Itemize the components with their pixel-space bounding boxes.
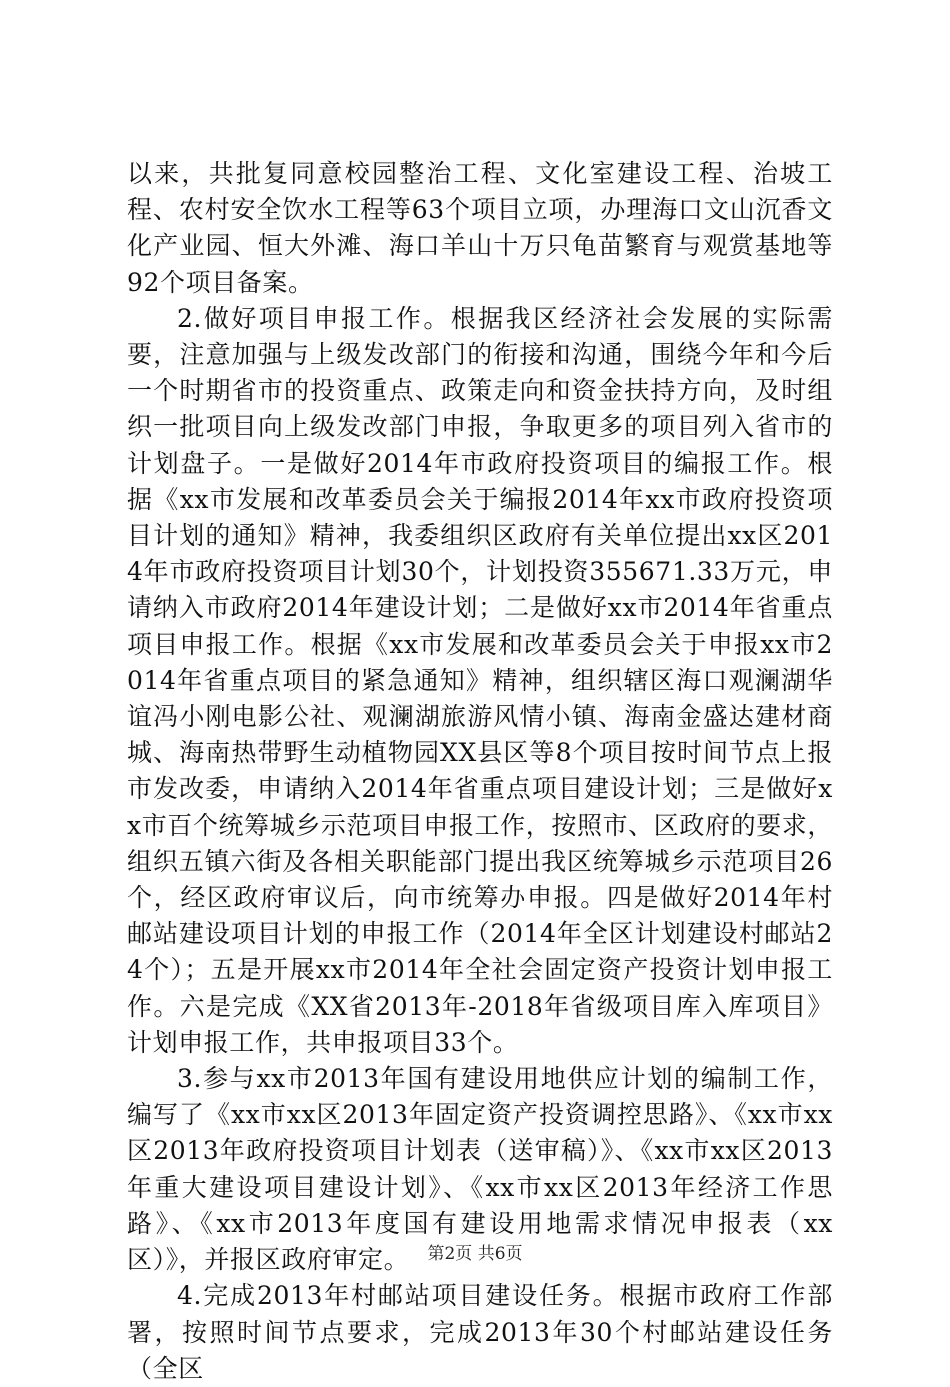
- paragraph-item-3: 3.参与xx市2013年国有建设用地供应计划的编制工作，编写了《xx市xx区2013年固定资产投资调控思路》、《xx市xx区2013年政府投资项目计划表（送审稿）》、《xx市xx区2013年重大建设项目建设计划》、《xx市xx区2013年经济工作思路》、《xx市2013年度国有建设用地需求情况申报表（xx区）》，并报区政府审定。: [127, 1064, 833, 1275]
- paragraph-item-2: 2.做好项目申报工作。根据我区经济社会发展的实际需要，注意加强与上级发改部门的衔接和沟通，围绕今年和今后一个时期省市的投资重点、政策走向和资金扶持方向，及时组织一批项目向上级发改部门申报，争取更多的项目列入省市的计划盘子。一是做好2014年市政府投资项目的编报工作。根据《xx市发展和改革委员会关于编报2014年xx市政府投资项目计划的通知》精神，我委组织区政府有关单位提出xx区2014年市政府投资项目计划30个，计划投资355671.33万元，申请纳入市政府2014年建设计划；二是做好xx市2014年省重点项目申报工作。根据《xx市发展和改革委员会关于申报xx市2014年省重点项目的紧急通知》精神，组织辖区海口观澜湖华谊冯小刚电影公社、观澜湖旅游风情小镇、海南金盛达建材商城、海南热带野生动植物园XX县区等8个项目按时间节点上报市发改委，申请纳入2014年省重点项目建设计划；三是做好xx市百个统筹城乡示范项目申报工作，按照市、区政府的要求，组织五镇六街及各相关职能部门提出我区统筹城乡示范项目26个，经区政府审议后，向市统筹办申报。四是做好2014年村邮站建设项目计划的申报工作（2014年全区计划建设村邮站24个）；五是开展xx市2014年全社会固定资产投资计划申报工作。六是完成《XX省2013年-2018年省级项目库入库项目》计划申报工作，共申报项目33个。: [127, 303, 833, 1057]
- page-footer: 第2页 共6页: [427, 1244, 523, 1264]
- document-body: [127, 156, 833, 1387]
- paragraph-continuation: 以来，共批复同意校园整治工程、文化室建设工程、治坡工程、农村安全饮水工程等63个项目立项，办理海口文山沉香文化产业园、恒大外滩、海口羊山十万只龟苗繁育与观赏基地等92个项目备案。: [127, 159, 833, 297]
- paragraph-item-4: 4.完成2013年村邮站项目建设任务。根据市政府工作部署，按照时间节点要求，完成2013年30个村邮站建设任务（全区: [127, 1281, 833, 1383]
